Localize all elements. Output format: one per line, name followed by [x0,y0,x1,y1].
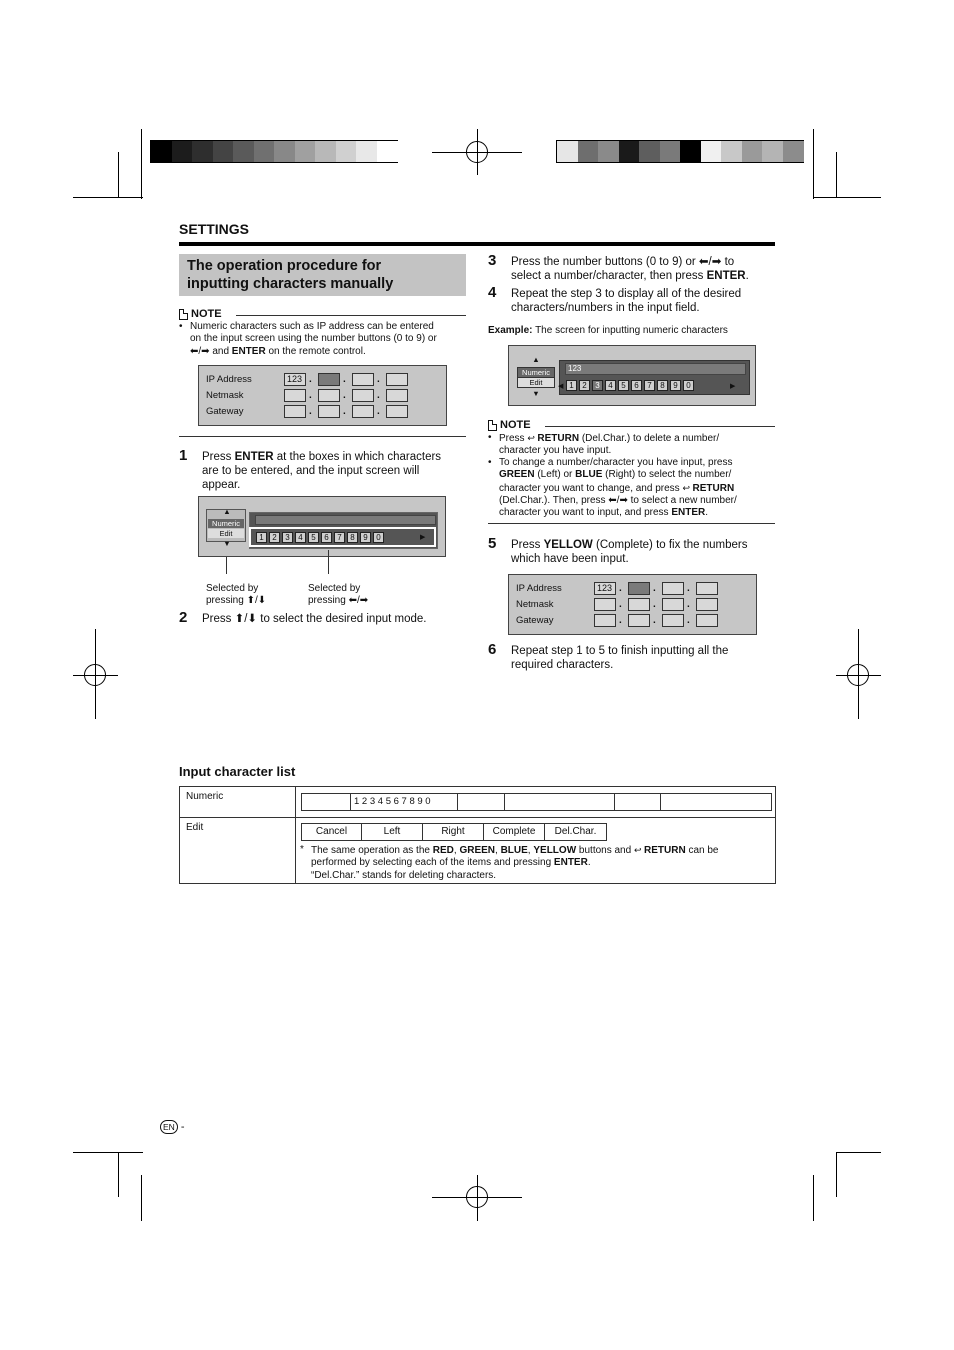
divider [488,523,775,524]
row-label-edit: Edit [186,822,204,833]
gateway-octet-2[interactable] [628,614,650,627]
down-arrow-icon: ▼ [223,539,231,548]
section-title: SETTINGS [179,221,250,237]
return-icon: ↩ [527,433,538,443]
color-swatch [254,141,275,162]
gateway-octet-4[interactable] [696,614,718,627]
step-3-number: 3 [488,252,497,269]
left-button[interactable]: Left [361,823,423,841]
gateway-octet-4[interactable] [386,405,408,418]
netmask-label: Netmask [206,390,244,401]
page-dash: - [180,1121,185,1133]
key-1[interactable]: 1 [566,380,577,391]
callout-line-left [226,557,227,574]
number-keys [566,380,694,391]
right-arrow-icon: ▶ [420,534,426,541]
key-6[interactable]: 6 [321,532,332,543]
ip-octet-2[interactable] [628,582,650,595]
color-swatch [295,141,316,162]
step-2-text: Press ⬆/⬇ to select the desired input mode. [202,613,427,625]
example-input-screen [508,345,756,406]
step-6-text: Repeat step 1 to 5 to finish inputting all the required characters. [511,645,729,671]
mode-edit[interactable]: Edit [208,529,244,538]
note1-line-2: on the input screen using the number buttons (0 to 9) or [190,333,437,345]
up-arrow-icon: ▲ [532,355,540,364]
color-swatch [619,141,640,162]
note-rule [236,315,466,316]
color-swatch [598,141,619,162]
color-swatch [783,141,804,162]
note-header [179,308,222,320]
mode-numeric[interactable]: Numeric [208,519,244,528]
mode-numeric[interactable]: Numeric [517,367,555,378]
key-0[interactable]: 0 [683,380,694,391]
key-0[interactable]: 0 [373,532,384,543]
callout-left: Selected by pressing ⬆/⬇ [206,583,267,607]
return-icon: ↩ [633,845,645,855]
step-5-number: 5 [488,535,497,552]
mode-edit[interactable]: Edit [517,377,555,388]
color-swatch [151,141,172,162]
color-swatch [315,141,336,162]
down-arrow-icon: ▼ [532,389,540,398]
divider [179,436,466,437]
key-9[interactable]: 9 [360,532,371,543]
color-swatch [701,141,722,162]
language-badge: EN [160,1120,178,1134]
ip-address-panel: IP Address Netmask Gateway 123 . . . . . . . . . [198,365,447,426]
step-2-number: 2 [179,609,188,626]
color-swatch [557,141,578,162]
numeric-values: 1 2 3 4 5 6 7 8 9 0 [354,796,431,807]
char-list-table: Numeric Edit 1 2 3 4 5 6 7 8 9 0 Cancel Left Right Complete Del.Char. * The same operation as the RED, GREEN, BLUE, YELLOW buttons and ↩ RETURN can be performed by selecting each of the items and pressing ENTER. “Del.Char.” stands for deleting characters. [179,786,776,884]
ip-octet-1[interactable]: 123 [594,582,616,595]
right-arrow-icon: ▶ [730,383,736,390]
page-footer [160,1120,184,1134]
ip-octet-4[interactable] [386,373,408,386]
number-keys [256,532,384,543]
key-7[interactable]: 7 [334,532,345,543]
key-3[interactable]: 3 [592,380,603,391]
step-5-text: Press YELLOW (Complete) to fix the numbers which have been input. [511,539,748,565]
color-swatch [762,141,783,162]
netmask-octet-2[interactable] [628,598,650,611]
note1-line-1: Numeric characters such as IP address can be entered [190,321,434,332]
step-4-text: Repeat the step 3 to display all of the desired characters/numbers in the input field. [511,288,742,314]
row-label-numeric: Numeric [186,791,224,802]
color-swatch [172,141,193,162]
netmask-octet-3[interactable] [352,389,374,402]
color-swatch [356,141,377,162]
color-swatch [742,141,763,162]
note-icon [179,309,188,320]
grayscale-bar-right [556,140,804,163]
ip-octet-3[interactable] [662,582,684,595]
netmask-octet-1[interactable] [594,598,616,611]
key-6[interactable]: 6 [631,380,642,391]
color-swatch [639,141,660,162]
step-6-number: 6 [488,641,497,658]
input-screen [198,496,446,557]
color-swatch [233,141,254,162]
note-label: NOTE [500,419,531,431]
note-icon [488,420,497,431]
netmask-octet-4[interactable] [386,389,408,402]
key-2[interactable]: 2 [269,532,280,543]
up-arrow-icon: ▲ [223,507,231,516]
step-3-text: Press the number buttons (0 to 9) or ⬅/➡ to select a number/character, then press ENTER. [511,256,749,282]
ip-octet-1[interactable]: 123 [284,373,306,386]
gateway-label: Gateway [516,615,554,626]
edit-buttons [301,823,607,841]
netmask-octet-1[interactable] [284,389,306,402]
input-field[interactable]: 123 [565,363,746,375]
color-swatch [578,141,599,162]
input-field[interactable] [255,515,436,525]
ip-octet-2[interactable] [318,373,340,386]
key-9[interactable]: 9 [670,380,681,391]
return-icon: ↩ [682,482,693,493]
note-label: NOTE [191,308,222,320]
gateway-octet-1[interactable] [594,614,616,627]
color-swatch [274,141,295,162]
key-7[interactable]: 7 [644,380,655,391]
step-1-number: 1 [179,447,188,464]
key-8[interactable]: 8 [347,532,358,543]
heading-line-1: The operation procedure for [187,258,382,274]
color-swatch [377,141,398,162]
procedure-heading [179,254,466,296]
key-1[interactable]: 1 [256,532,267,543]
color-swatch [336,141,357,162]
step-1-text: Press ENTER at the boxes in which characters are to be entered, and the input screen will appear. [202,451,442,491]
note-rule [545,426,775,427]
gateway-octet-1[interactable] [284,405,306,418]
gateway-label: Gateway [206,406,244,417]
color-swatch [660,141,681,162]
numeric-row [301,793,772,811]
ip-octet-4[interactable] [696,582,718,595]
grayscale-bar-left [150,140,398,163]
mode-selector[interactable] [206,507,246,548]
netmask-label: Netmask [516,599,554,610]
mode-selector[interactable] [516,355,556,398]
char-list-title: Input character list [179,764,296,779]
note-header [488,419,531,431]
key-5[interactable]: 5 [308,532,319,543]
gateway-octet-3[interactable] [352,405,374,418]
note1-line-3: ⬅/➡ and ENTER on the remote control. [190,345,366,357]
key-3[interactable]: 3 [282,532,293,543]
netmask-octet-2[interactable] [318,389,340,402]
del-char-button[interactable]: Del.Char. [544,823,607,841]
ip-octet-3[interactable] [352,373,374,386]
ip-label: IP Address [516,583,562,594]
ip-label: IP Address [206,374,252,385]
callout-right: Selected by pressing ⬅/➡ [308,583,369,607]
key-8[interactable]: 8 [657,380,668,391]
netmask-octet-3[interactable] [662,598,684,611]
gateway-octet-3[interactable] [662,614,684,627]
left-arrow-icon: ◀ [558,383,564,390]
key-5[interactable]: 5 [618,380,629,391]
color-swatch [721,141,742,162]
key-4[interactable]: 4 [295,532,306,543]
key-4[interactable]: 4 [605,380,616,391]
callout-line-right [328,550,329,574]
ip-address-panel-complete: IP Address Netmask Gateway 123 . . . . . . . . . [508,574,757,635]
key-2[interactable]: 2 [579,380,590,391]
header-rule [179,242,775,246]
gateway-octet-2[interactable] [318,405,340,418]
example-caption: Example: The screen for inputting numeric characters [488,325,728,336]
heading-line-2: inputting characters manually [187,275,394,292]
color-swatch [680,141,701,162]
right-button[interactable]: Right [422,823,484,841]
step-4-number: 4 [488,284,497,301]
netmask-octet-4[interactable] [696,598,718,611]
color-swatch [192,141,213,162]
complete-button[interactable]: Complete [483,823,545,841]
cancel-button[interactable]: Cancel [301,823,362,841]
color-swatch [213,141,234,162]
